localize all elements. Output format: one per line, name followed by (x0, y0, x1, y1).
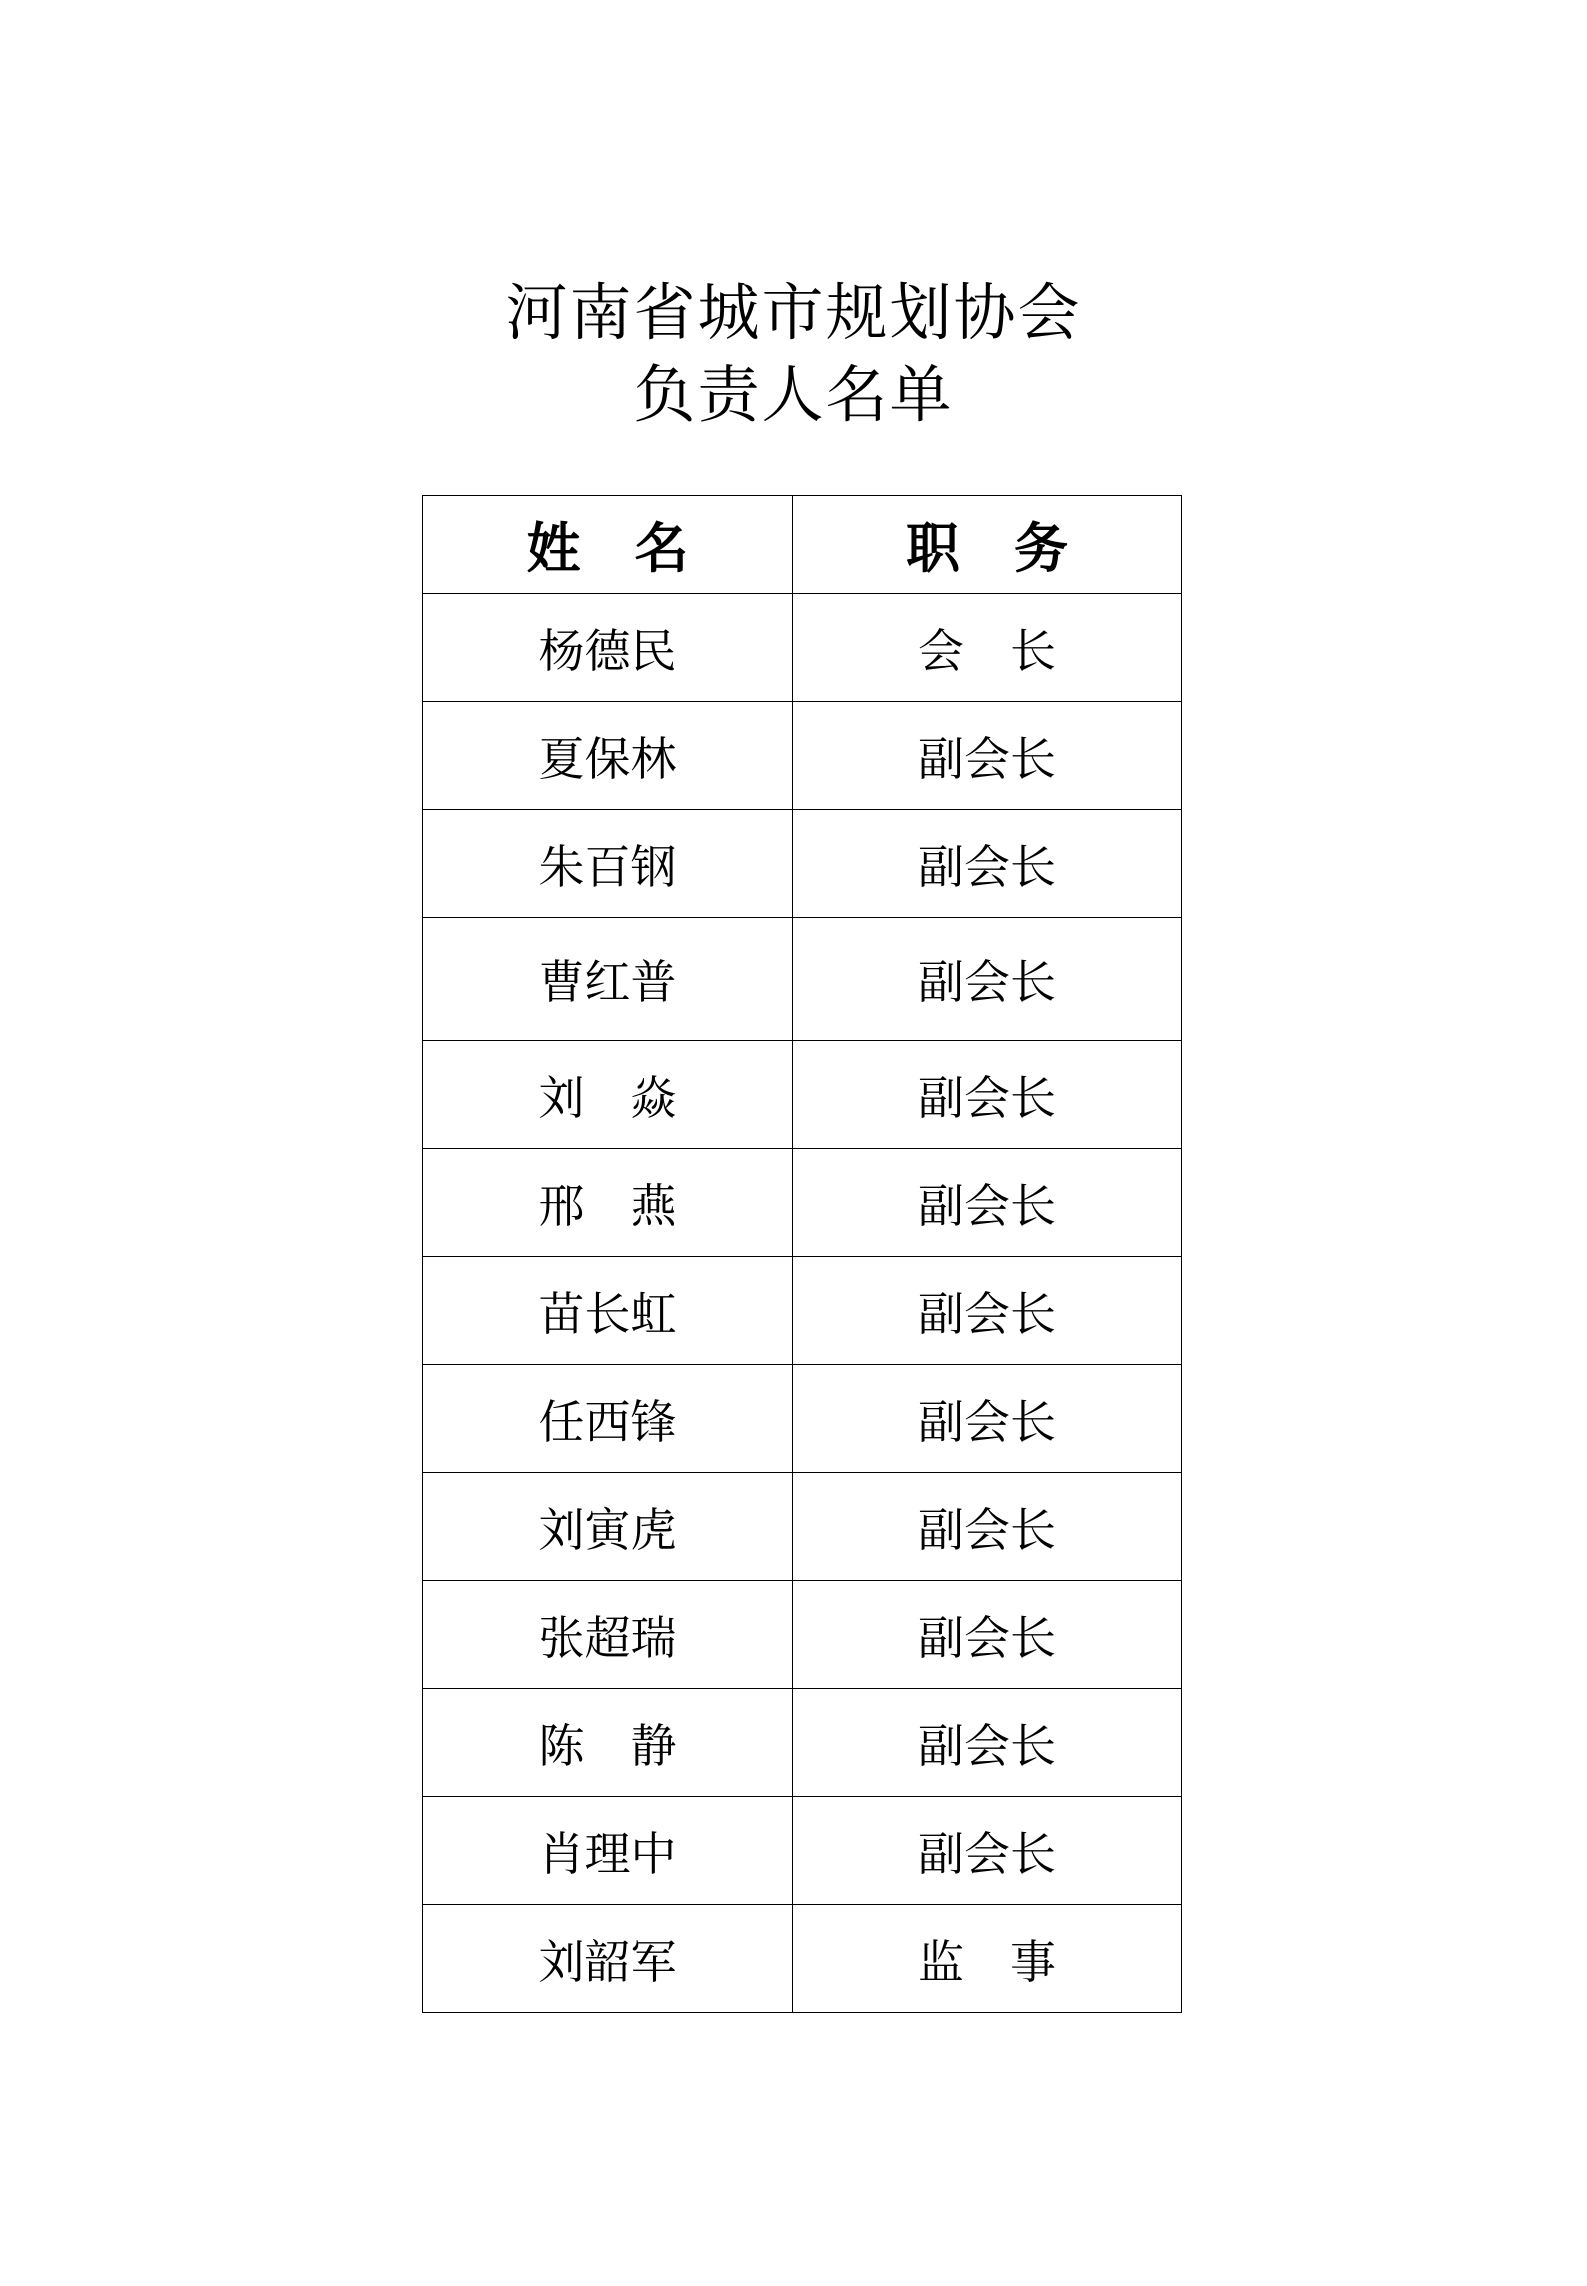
cell-name: 刘寅虎 (423, 1473, 793, 1581)
cell-name: 夏保林 (423, 702, 793, 810)
table-row (423, 1473, 1182, 1581)
cell-position: 副会长 (793, 1149, 1182, 1257)
cell-name: 刘 焱 (423, 1041, 793, 1149)
table-row (423, 1797, 1182, 1905)
cell-name: 苗长虹 (423, 1257, 793, 1365)
table-header-row (423, 496, 1182, 594)
table-row (423, 1905, 1182, 2013)
cell-position: 副会长 (793, 1797, 1182, 1905)
header-name: 姓 名 (423, 496, 793, 594)
table-row (423, 1149, 1182, 1257)
cell-position: 副会长 (793, 1365, 1182, 1473)
cell-position: 副会长 (793, 1581, 1182, 1689)
cell-position: 副会长 (793, 1041, 1182, 1149)
cell-position: 副会长 (793, 1257, 1182, 1365)
cell-position: 副会长 (793, 702, 1182, 810)
cell-name: 陈 静 (423, 1689, 793, 1797)
cell-name: 任西锋 (423, 1365, 793, 1473)
table-row (423, 810, 1182, 918)
table-row (423, 918, 1182, 1041)
cell-name: 张超瑞 (423, 1581, 793, 1689)
cell-name: 杨德民 (423, 594, 793, 702)
header-position: 职 务 (793, 496, 1182, 594)
table-row (423, 1689, 1182, 1797)
cell-name: 曹红普 (423, 918, 793, 1041)
table-row (423, 1257, 1182, 1365)
table-row (423, 702, 1182, 810)
document-title-line-2: 负责人名单 (633, 358, 954, 431)
cell-position: 副会长 (793, 918, 1182, 1041)
cell-position: 副会长 (793, 1473, 1182, 1581)
cell-name: 朱百钢 (423, 810, 793, 918)
cell-name: 刘韶军 (423, 1905, 793, 2013)
document-title-line-1: 河南省城市规划协会 (505, 276, 1082, 349)
table-row (423, 1365, 1182, 1473)
cell-name: 邢 燕 (423, 1149, 793, 1257)
cell-position: 会 长 (793, 594, 1182, 702)
leaders-table (422, 495, 1182, 2013)
table-row (423, 594, 1182, 702)
cell-position: 副会长 (793, 810, 1182, 918)
table-row (423, 1581, 1182, 1689)
table-row (423, 1041, 1182, 1149)
cell-position: 副会长 (793, 1689, 1182, 1797)
cell-position: 监 事 (793, 1905, 1182, 2013)
cell-name: 肖理中 (423, 1797, 793, 1905)
